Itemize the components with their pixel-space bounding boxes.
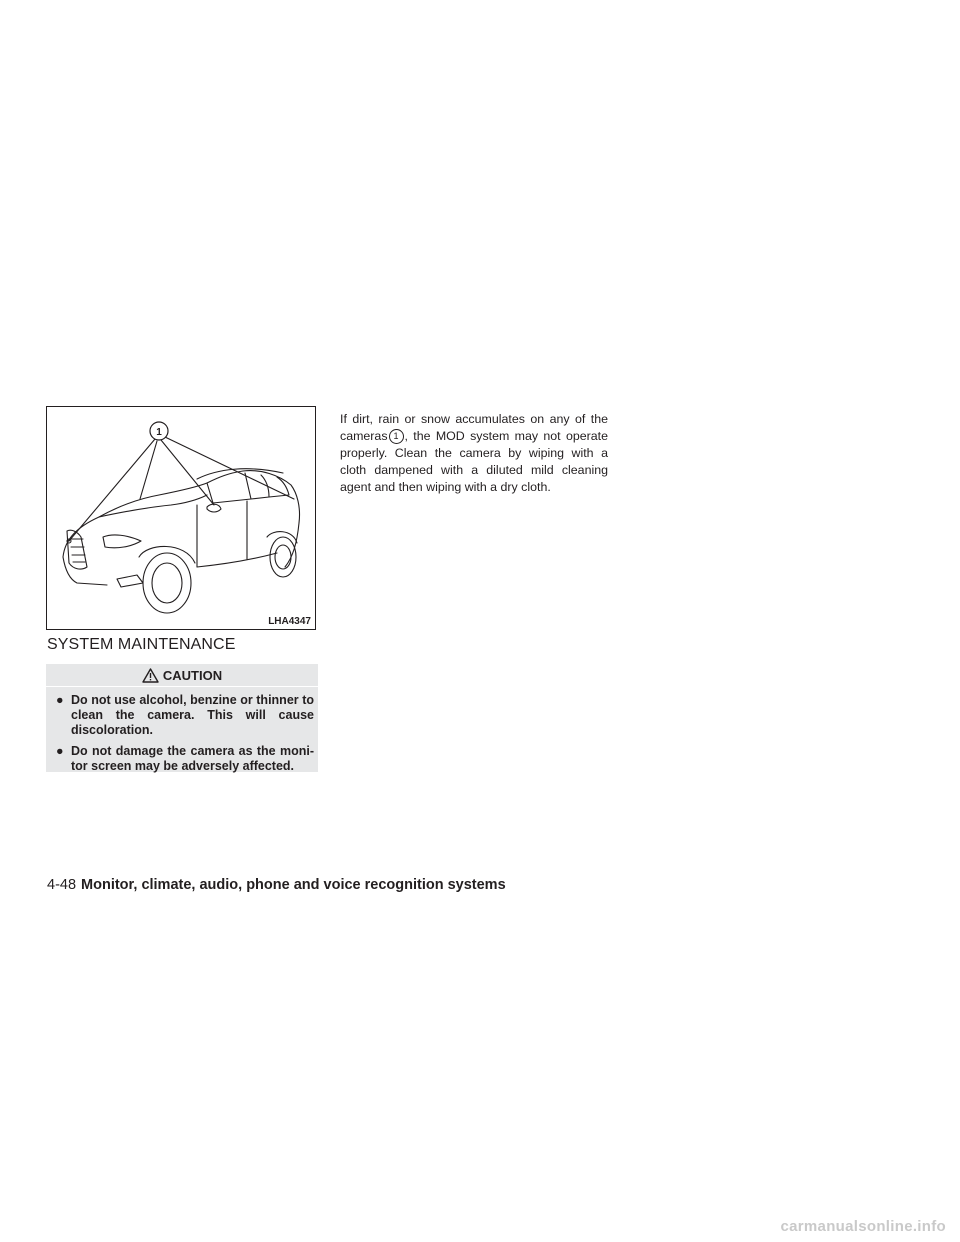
paragraph-text-start: If dirt, rain or snow accumulates on any of the cameras [340,412,608,443]
caution-item [56,693,314,738]
page-footer [47,877,506,893]
section-title: SYSTEM MAINTENANCE [47,636,236,653]
caution-list [46,687,318,774]
page-number: 4-48 [47,877,77,893]
warning-triangle-icon [142,668,159,683]
bullet-icon: ● [56,744,64,758]
bullet-icon: ● [56,693,64,707]
caution-item-text: Do not use alcohol, benzine or thinner to clean the camera. This will cause discoloration. [71,693,314,737]
maintenance-paragraph [340,411,608,496]
caution-title: CAUTION [162,667,223,683]
car-drawing [47,407,315,629]
caution-box [46,664,318,772]
callout-number: 1 [156,427,162,438]
caution-item-text: Do not damage the camera as the moni-tor screen may be adversely affected. [71,744,314,773]
caution-item [56,744,314,774]
watermark: carmanualsonline.info [780,1218,946,1235]
car-camera-illustration [46,406,316,630]
paragraph-text-end: , the MOD system may not operate properly. Clean the camera by wiping with a cloth dampened with a diluted mild cleaning agent and then wiping with a dry cloth. [340,429,608,494]
chapter-title: Monitor, climate, audio, phone and voice recognition systems [81,877,506,893]
callout-reference: 1 [389,429,404,444]
figure-code: LHA4347 [268,616,311,627]
caution-header [46,664,318,686]
